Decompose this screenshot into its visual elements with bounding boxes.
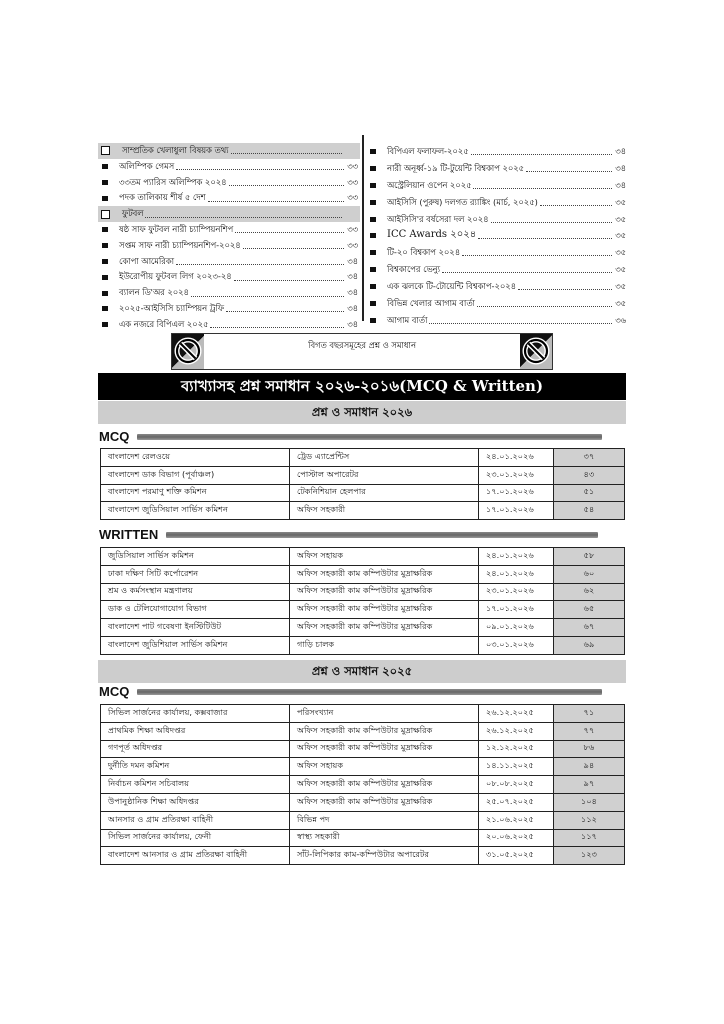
post-cell: টেকনিশিয়ান হেলপার xyxy=(290,484,479,502)
bullet-icon xyxy=(370,200,376,205)
dot-leader xyxy=(526,163,612,172)
bullet-icon xyxy=(102,322,108,327)
dot-leader xyxy=(226,303,344,312)
section-rule xyxy=(137,689,602,695)
bullet-icon xyxy=(370,233,376,238)
bullet-icon xyxy=(370,267,376,272)
toc-page-number: ৩৩ xyxy=(347,239,358,250)
mcq-label-2025: MCQ xyxy=(99,684,130,699)
date-cell: ১৪.১১.২০২৫ xyxy=(479,758,554,776)
toc-page-number: ৩৫ xyxy=(615,196,626,207)
table-row xyxy=(101,466,625,484)
toc-right-column xyxy=(366,143,628,329)
toc-label: সাম্প্রতিক খেলাধুলা বিষয়ক তথ্য xyxy=(122,145,229,155)
dot-leader xyxy=(540,197,612,206)
organization-cell: প্রাথমিক শিক্ষা অধিদপ্তর xyxy=(101,722,290,740)
banner-text: বিগত বছরসমূহের প্রশ্ন ও সমাধান xyxy=(308,340,416,350)
toc-page-number: ৩৪ xyxy=(347,302,358,313)
main-title: ব্যাখ্যাসহ প্রশ্ন সমাধান ২০২৬-২০১৬(MCQ & Written) xyxy=(98,373,626,400)
toc-page-number: ৩৪ xyxy=(615,146,626,156)
toc-page-number: ৩৩ xyxy=(347,192,358,203)
post-cell: সাঁট-লিপিকার কাম-কম্পিউটার অপারেটর xyxy=(290,847,479,865)
bullet-icon xyxy=(370,250,376,255)
toc-entry xyxy=(366,295,628,312)
post-cell: অফিস সহকারী কাম কম্পিউটার মুদ্রাক্ষরিক xyxy=(290,583,479,601)
toc-entry xyxy=(98,301,360,317)
organization-cell: আনসার ও গ্রাম প্রতিরক্ষা বাহিনী xyxy=(101,811,290,829)
post-cell: অফিস সহায়ক xyxy=(290,758,479,776)
bullet-icon xyxy=(370,183,376,188)
date-cell: ২৬.১২.২০২৫ xyxy=(479,722,554,740)
toc-page-number: ৩৩ xyxy=(347,223,358,234)
table-row xyxy=(101,502,625,520)
table-row xyxy=(101,636,625,654)
dot-leader xyxy=(518,281,612,290)
toc-label: আইসিসি'র বর্ষসেরা দল ২০২৪ xyxy=(387,213,489,224)
organization-cell: ডাক ও টেলিযোগাযোগ বিভাগ xyxy=(101,601,290,619)
written-label-2026: WRITTEN xyxy=(99,527,159,542)
page-cell: ১০৪ xyxy=(554,793,625,811)
post-cell: স্বাস্থ্য সহকারী xyxy=(290,829,479,847)
mcq-table-2026 xyxy=(100,448,625,520)
organization-cell: বাংলাদেশ জুডিশিয়াল সার্ভিস কমিশন xyxy=(101,636,290,654)
dot-leader xyxy=(176,256,344,265)
organization-cell: গণপূর্ত অধিদপ্তর xyxy=(101,740,290,758)
table-row xyxy=(101,619,625,637)
post-cell: অফিস সহকারী কাম কম্পিউটার মুদ্রাক্ষরিক xyxy=(290,740,479,758)
toc-label: নারী অনূর্ধ্ব-১৯ টি-টুয়েন্টি বিশ্বকাপ ২০২৫ xyxy=(387,162,525,173)
dot-leader xyxy=(231,145,342,154)
toc-label: আগাম বার্তা xyxy=(387,314,428,325)
dot-leader xyxy=(191,288,344,297)
toc-section-header xyxy=(98,143,360,159)
organization-cell: বাংলাদেশ পরমাণু শক্তি কমিশন xyxy=(101,484,290,502)
organization-cell: শ্রম ও কর্মসংস্থান মন্ত্রণালয় xyxy=(101,583,290,601)
toc-entry xyxy=(366,194,628,211)
dot-leader xyxy=(243,240,344,249)
page-cell: ৭৭ xyxy=(554,722,625,740)
bullet-icon xyxy=(370,217,376,222)
mcq-table-2025 xyxy=(100,704,625,865)
toc-entry xyxy=(366,160,628,177)
toc-label: এক ঝলকে টি-টোয়েন্টি বিশ্বকাপ-২০২৪ xyxy=(387,281,517,292)
organization-cell: সিভিল সার্জনের কার্যালয়, কক্সবাজার xyxy=(101,705,290,723)
organization-cell: নির্বাচন কমিশন সচিবালয় xyxy=(101,776,290,794)
post-cell: অফিস সহকারী কাম কম্পিউটার মুদ্রাক্ষরিক xyxy=(290,722,479,740)
dot-leader xyxy=(473,180,612,189)
toc-entry xyxy=(366,211,628,228)
toc-label: অলিম্পিক গেমস xyxy=(119,160,175,171)
bullet-icon xyxy=(102,164,108,169)
bullet-icon xyxy=(102,275,108,280)
toc-section-header xyxy=(98,206,360,222)
dot-leader xyxy=(491,214,612,223)
date-cell: ১৭.০১.২০২৬ xyxy=(479,484,554,502)
post-cell: গাড়ি চালক xyxy=(290,636,479,654)
date-cell: ১৭.০১.২০২৬ xyxy=(479,601,554,619)
toc-label: টি-২০ বিশ্বকাপ ২০২৪ xyxy=(387,247,461,258)
toc-page-number: ৩৪ xyxy=(347,255,358,266)
organization-cell: বাংলাদেশ ডাক বিভাগ (পূর্বাঞ্চল) xyxy=(101,466,290,484)
toc-page-number: ৩৫ xyxy=(615,247,626,258)
bullet-icon xyxy=(102,291,108,296)
toc-entry xyxy=(98,317,360,333)
prohibited-icon xyxy=(172,334,204,369)
year-heading-2025: প্রশ্ন ও সমাধান ২০২৫ xyxy=(98,660,626,683)
toc-entry xyxy=(98,254,360,270)
toc-page-number: ৩৫ xyxy=(615,213,626,224)
toc-label: বিশ্বকাপের ভেন্যু xyxy=(387,264,441,275)
date-cell: ১২.১২.২০২৫ xyxy=(479,740,554,758)
page-cell: ১১৭ xyxy=(554,829,625,847)
table-row xyxy=(101,847,625,865)
dot-leader xyxy=(229,177,345,186)
checkbox-square-icon xyxy=(101,146,110,155)
organization-cell: জুডিসিয়াল সার্ভিস কমিশন xyxy=(101,548,290,566)
page-cell: ৯৪ xyxy=(554,758,625,776)
dot-leader xyxy=(478,230,612,239)
table-row xyxy=(101,776,625,794)
toc-entry xyxy=(98,238,360,254)
organization-cell: বাংলাদেশ আনসার ও গ্রাম প্রতিরক্ষা বাহিনী xyxy=(101,847,290,865)
dot-leader xyxy=(210,319,344,328)
organization-cell: সিভিল সার্জনের কার্যালয়, ফেনী xyxy=(101,829,290,847)
bullet-icon xyxy=(370,284,376,289)
toc-page-number: ৩৫ xyxy=(615,298,626,309)
page-cell: ৭১ xyxy=(554,705,625,723)
dot-leader xyxy=(145,209,342,218)
toc-entry xyxy=(98,285,360,301)
post-cell: অফিস সহকারী কাম কম্পিউটার মুদ্রাক্ষরিক xyxy=(290,601,479,619)
toc-page-number: ৩৪ xyxy=(347,318,358,329)
toc-label: কোপা আমেরিকা xyxy=(119,255,175,266)
toc-entry xyxy=(366,312,628,329)
date-cell: ১৭.০১.২০২৬ xyxy=(479,502,554,520)
table-row xyxy=(101,722,625,740)
page-cell: ১১২ xyxy=(554,811,625,829)
toc-page-number: ৩৪ xyxy=(347,287,358,298)
toc-entry xyxy=(366,244,628,261)
dot-leader xyxy=(208,193,344,202)
toc-label: ৩৩তম প্যারিস অলিম্পিক ২০২৪ xyxy=(119,176,227,187)
table-row xyxy=(101,449,625,467)
table-row xyxy=(101,793,625,811)
date-cell: ০৯.০১.২০২৬ xyxy=(479,619,554,637)
table-row xyxy=(101,601,625,619)
organization-cell: উপানুষ্ঠানিক শিক্ষা অধিদপ্তর xyxy=(101,793,290,811)
toc-page-number: ৩৫ xyxy=(615,264,626,275)
bullet-icon xyxy=(102,243,108,248)
table-row xyxy=(101,548,625,566)
toc-label: ষষ্ঠ সাফ ফুটবল নারী চ্যাম্পিয়নশিপ xyxy=(119,223,234,234)
table-row xyxy=(101,811,625,829)
dot-leader xyxy=(234,272,344,281)
date-cell: ২৪.০১.২০২৬ xyxy=(479,565,554,583)
toc-label: এক নজরে বিপিএল ২০২৫ xyxy=(119,318,209,329)
bullet-icon xyxy=(102,306,108,311)
toc-entry xyxy=(98,269,360,285)
prohibited-icon xyxy=(520,334,552,369)
table-row xyxy=(101,758,625,776)
toc-label: সপ্তম সাফ নারী চ্যাম্পিয়নশিপ-২০২৪ xyxy=(119,239,241,250)
post-cell: বিভিন্ন পদ xyxy=(290,811,479,829)
bullet-icon xyxy=(370,318,376,323)
post-cell: অফিস সহায়ক xyxy=(290,548,479,566)
page-cell: ৬৭ xyxy=(554,619,625,637)
date-cell: ২৬.১২.২০২৫ xyxy=(479,705,554,723)
organization-cell: বাংলাদেশ রেলওয়ে xyxy=(101,449,290,467)
bullet-icon xyxy=(102,196,108,201)
page-cell: ৯৭ xyxy=(554,776,625,794)
table-row xyxy=(101,705,625,723)
section-rule xyxy=(137,434,602,440)
toc-label: আইসিসি (পুরুষ) দলগত র‍্যাঙ্কিং (মার্চ, ২০২৫) xyxy=(387,196,538,207)
post-cell: অফিস সহকারী কাম কম্পিউটার মুদ্রাক্ষরিক xyxy=(290,776,479,794)
toc-page-number: ৩৬ xyxy=(615,314,626,325)
page-cell: ৬০ xyxy=(554,565,625,583)
date-cell: ৩১.০৫.২০২৫ xyxy=(479,847,554,865)
table-row xyxy=(101,484,625,502)
mcq-label-2026: MCQ xyxy=(99,429,130,444)
date-cell: ২৩.০১.২০২৬ xyxy=(479,466,554,484)
bullet-icon xyxy=(370,149,376,154)
page-cell: ৪৩ xyxy=(554,466,625,484)
table-row xyxy=(101,829,625,847)
toc-page-number: ৩৩ xyxy=(347,176,358,187)
page-cell: ৮৬ xyxy=(554,740,625,758)
toc-label: ইউরোপীয় ফুটবল লিগ ২০২৩-২৪ xyxy=(119,271,232,282)
organization-cell: বাংলাদেশ জুডিসিয়াল সার্ভিস কমিশন xyxy=(101,502,290,520)
dot-leader xyxy=(462,247,612,256)
post-cell: অফিস সহকারী xyxy=(290,502,479,520)
toc-page-number: ৩৪ xyxy=(615,162,626,173)
toc-entry xyxy=(366,143,628,160)
organization-cell: দুর্নীতি দমন কমিশন xyxy=(101,758,290,776)
toc-label: অস্ট্রেলিয়ান ওপেন ২০২৫ xyxy=(387,179,472,190)
bullet-icon xyxy=(102,180,108,185)
toc-label: ব্যালন ডি'অর ২০২৪ xyxy=(119,287,189,298)
toc-page-number: ৩৫ xyxy=(615,230,626,241)
toc-entry xyxy=(98,222,360,238)
table-row xyxy=(101,565,625,583)
toc-page-number: ৩৩ xyxy=(347,160,358,171)
dot-leader xyxy=(471,146,612,155)
date-cell: ২৪.০১.২০২৬ xyxy=(479,449,554,467)
table-row xyxy=(101,583,625,601)
page-cell: ৬৯ xyxy=(554,636,625,654)
section-rule xyxy=(166,532,598,538)
toc-entry xyxy=(366,177,628,194)
toc-label: পদক তালিকায় শীর্ষ ৫ দেশ xyxy=(119,192,206,203)
page-cell: ৩৭ xyxy=(554,449,625,467)
toc-label: ICC Awards ২০২৪ xyxy=(387,229,477,241)
toc-entry xyxy=(366,227,628,244)
dot-leader xyxy=(477,298,612,307)
table-row xyxy=(101,740,625,758)
toc-entry xyxy=(98,190,360,206)
post-cell: ট্রেড এ্যাপ্রেন্টিস xyxy=(290,449,479,467)
checkbox-square-icon xyxy=(101,210,110,219)
page-cell: ১২৩ xyxy=(554,847,625,865)
toc-left-column xyxy=(98,143,360,333)
post-cell: অফিস সহকারী কাম কম্পিউটার মুদ্রাক্ষরিক xyxy=(290,565,479,583)
post-cell: অফিস সহকারী কাম কম্পিউটার মুদ্রাক্ষরিক xyxy=(290,619,479,637)
date-cell: ২৩.০১.২০২৬ xyxy=(479,583,554,601)
toc-label: বিভিন্ন খেলার আগাম বার্তা xyxy=(387,298,475,309)
bullet-icon xyxy=(102,227,108,232)
date-cell: ২৫.০৭.২০২৫ xyxy=(479,793,554,811)
organization-cell: বাংলাদেশ পাট গবেষণা ইনস্টিটিউট xyxy=(101,619,290,637)
date-cell: ২৪.০১.২০২৬ xyxy=(479,548,554,566)
page-cell: ৫১ xyxy=(554,484,625,502)
date-cell: ০৩.০১.২০২৬ xyxy=(479,636,554,654)
dot-leader xyxy=(429,315,612,324)
bullet-icon xyxy=(102,259,108,264)
dot-leader xyxy=(442,264,612,273)
toc-entry xyxy=(366,261,628,278)
toc-entry xyxy=(98,175,360,191)
toc-entry xyxy=(366,278,628,295)
post-cell: পোস্টাল অপারেটর xyxy=(290,466,479,484)
toc-page-number: ৩৪ xyxy=(615,179,626,190)
year-heading-2026: প্রশ্ন ও সমাধান ২০২৬ xyxy=(98,401,626,424)
toc-label: ফুটবল xyxy=(122,208,144,219)
bullet-icon xyxy=(370,166,376,171)
page-cell: ৫৮ xyxy=(554,548,625,566)
date-cell: ২০.০৬.২০২৫ xyxy=(479,829,554,847)
toc-page-number: ৩৪ xyxy=(347,271,358,282)
bullet-icon xyxy=(370,301,376,306)
date-cell: ২১.০৬.২০২৫ xyxy=(479,811,554,829)
table-of-contents xyxy=(98,143,628,329)
post-cell: পরিসংখ্যান xyxy=(290,705,479,723)
toc-entry xyxy=(98,159,360,175)
written-table-2026 xyxy=(100,547,625,655)
page-cell: ৬২ xyxy=(554,583,625,601)
section-banner xyxy=(171,333,553,370)
organization-cell: ঢাকা দক্ষিণ সিটি কর্পোরেশন xyxy=(101,565,290,583)
page-cell: ৬৫ xyxy=(554,601,625,619)
column-divider xyxy=(362,135,364,321)
post-cell: অফিস সহকারী কাম কম্পিউটার মুদ্রাক্ষরিক xyxy=(290,793,479,811)
toc-label: বিপিএল ফলাফল-২০২৫ xyxy=(387,146,469,156)
toc-page-number: ৩৫ xyxy=(615,281,626,292)
dot-leader xyxy=(176,161,344,170)
date-cell: ০৮.০৮.২০২৫ xyxy=(479,776,554,794)
dot-leader xyxy=(235,224,344,233)
page-cell: ৫৪ xyxy=(554,502,625,520)
toc-label: ২০২৫-আইসিসি চ্যাম্পিয়ন ট্রফি xyxy=(119,302,224,313)
